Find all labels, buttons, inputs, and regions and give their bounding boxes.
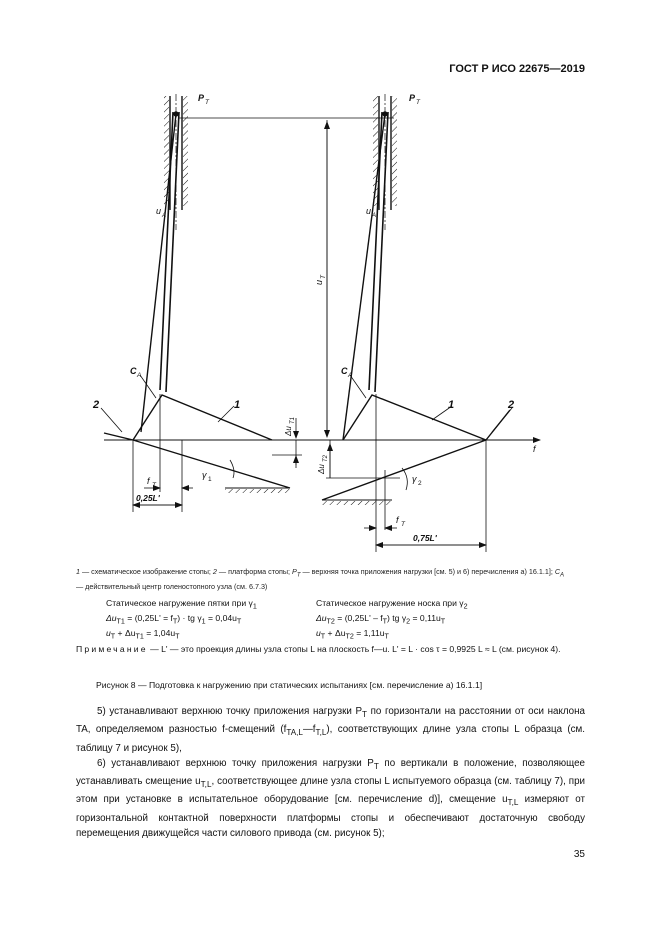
label-2-left: 2 — [93, 399, 100, 411]
label-dim-right: 0,75L' — [413, 533, 437, 543]
formula-toe-title: Статическое нагружение носка при $\gamma_2$ — [316, 598, 468, 611]
label-gamma2-sub: 2 — [418, 480, 422, 487]
label-dim-left: 0,25L' — [136, 493, 160, 503]
label-gamma1-sub: 1 — [208, 476, 212, 483]
figure-legend: 1 — схематическое изображение стопы; 2 — платформа стопы; $P_T$ — верхняя точка приложения нагрузки [см. 5) и 6) перечисления а) 16.1.1]; $C_A$ — действительный центр голеностопного узла (см. 6.7.3) — [76, 567, 565, 592]
figure-labels — [92, 93, 537, 543]
label-gamma2: γ — [412, 474, 417, 484]
label-ca-left: C — [130, 366, 137, 376]
left-foot — [104, 394, 302, 512]
label-u-right-sub: A — [372, 213, 377, 219]
label-ca-right: C — [341, 366, 348, 376]
label-pt-right: P — [409, 93, 416, 103]
page-number: 35 — [573, 849, 585, 860]
left-column — [141, 94, 188, 432]
label-ut-sub: T — [320, 275, 327, 279]
label-2-right: 2 — [508, 399, 515, 411]
formula-toe-line2: $u_T + \Delta u_{T2} = 1,11u_T$ — [316, 628, 389, 642]
figure-caption: Рисунок 8 — Подготовка к нагружению при статических испытаниях [см. перечисление а) 16.1.1] — [96, 680, 483, 690]
standard-code: ГОСТ Р ИСО 22675—2019 — [449, 63, 585, 75]
label-ft-left-sub: T — [152, 482, 156, 489]
height-dimension — [179, 118, 394, 437]
formula-heel-line1: $\Delta u_{T1} = (0,25L' = f_T)$ · tg $\gamma_1 = 0,04u_T$ — [106, 613, 242, 626]
formula-toe-line1: $\Delta u_{T2} = (0,25L' - f_T)$ tg $\gamma_2 = 0,11u_T$ — [316, 613, 446, 626]
label-1-left: 1 — [234, 399, 241, 411]
formula-heel-title: Статическое нагружение пятки при $\gamma_1$ — [106, 598, 257, 611]
paragraph-5: 5) устанавливают верхнюю точку приложения нагрузки $P_T$ по горизонтали на расстоянии от оси наклона TA, определяемом разностью f-смещений $(f_{TA,L}—f_{T,L})$, соответствующих длине узла стопы L образца (см. таблицу 7 и рисунок 5), — [76, 706, 585, 754]
label-delta-ut1: Δu — [284, 426, 293, 436]
right-column — [343, 94, 397, 440]
label-delta-ut1-sub: T1 — [290, 416, 296, 424]
body-text — [76, 704, 585, 841]
label-1-right: 1 — [448, 399, 455, 411]
label-gamma1: γ — [202, 470, 207, 480]
label-ft-right-sub: T — [401, 521, 405, 528]
formulas-toe — [316, 598, 468, 644]
label-pt-right-sub: T — [416, 99, 420, 106]
label-ft-right: f — [396, 515, 399, 525]
paragraph-6: 6) устанавливают верхнюю точку приложения нагрузки $P_T$ по вертикали в положение, позволяющее устанавливать смещение $u_{T,L}$, соответствующее длине узла стопы L испытуемого образца (см. таблицу 7), при этом при установке в испытательное оборудование [см. перечисление d)], смещение $u_{T,L}$ измеряют от горизонтальной контактной поверхности платформы стопы и обеспечивают достаточную свободу перемещения движущейся части силового привода (см. рисунок 5); — [76, 757, 585, 839]
label-ut: u — [314, 279, 324, 285]
note-label: Примечание — [76, 644, 148, 654]
label-pt-left-sub: T — [205, 99, 209, 106]
label-ca-right-sub: A — [348, 372, 353, 379]
label-u-left: u — [156, 206, 162, 216]
label-u-right: u — [366, 206, 372, 216]
label-u-left-sub: A — [162, 213, 167, 219]
label-delta-ut2: Δu — [317, 464, 326, 474]
label-pt-left: P — [198, 93, 205, 103]
note-text: — L' — это проекция длины узла стопы L на плоскость f—u. L' = L · cos τ = 0,9925 L ≈ L (см. рисунок 4). — [147, 644, 561, 654]
formula-heel-line2: $u_T + \Delta u_{T1} = 1,04u_T$ — [106, 628, 180, 642]
label-ca-left-sub: A — [137, 372, 142, 379]
label-delta-ut2-sub: T2 — [323, 454, 329, 462]
right-foot — [322, 394, 510, 552]
label-f-axis: f — [533, 444, 536, 454]
label-ft-left: f — [147, 476, 150, 486]
figure-note — [76, 643, 588, 656]
formulas-heel — [106, 598, 257, 644]
